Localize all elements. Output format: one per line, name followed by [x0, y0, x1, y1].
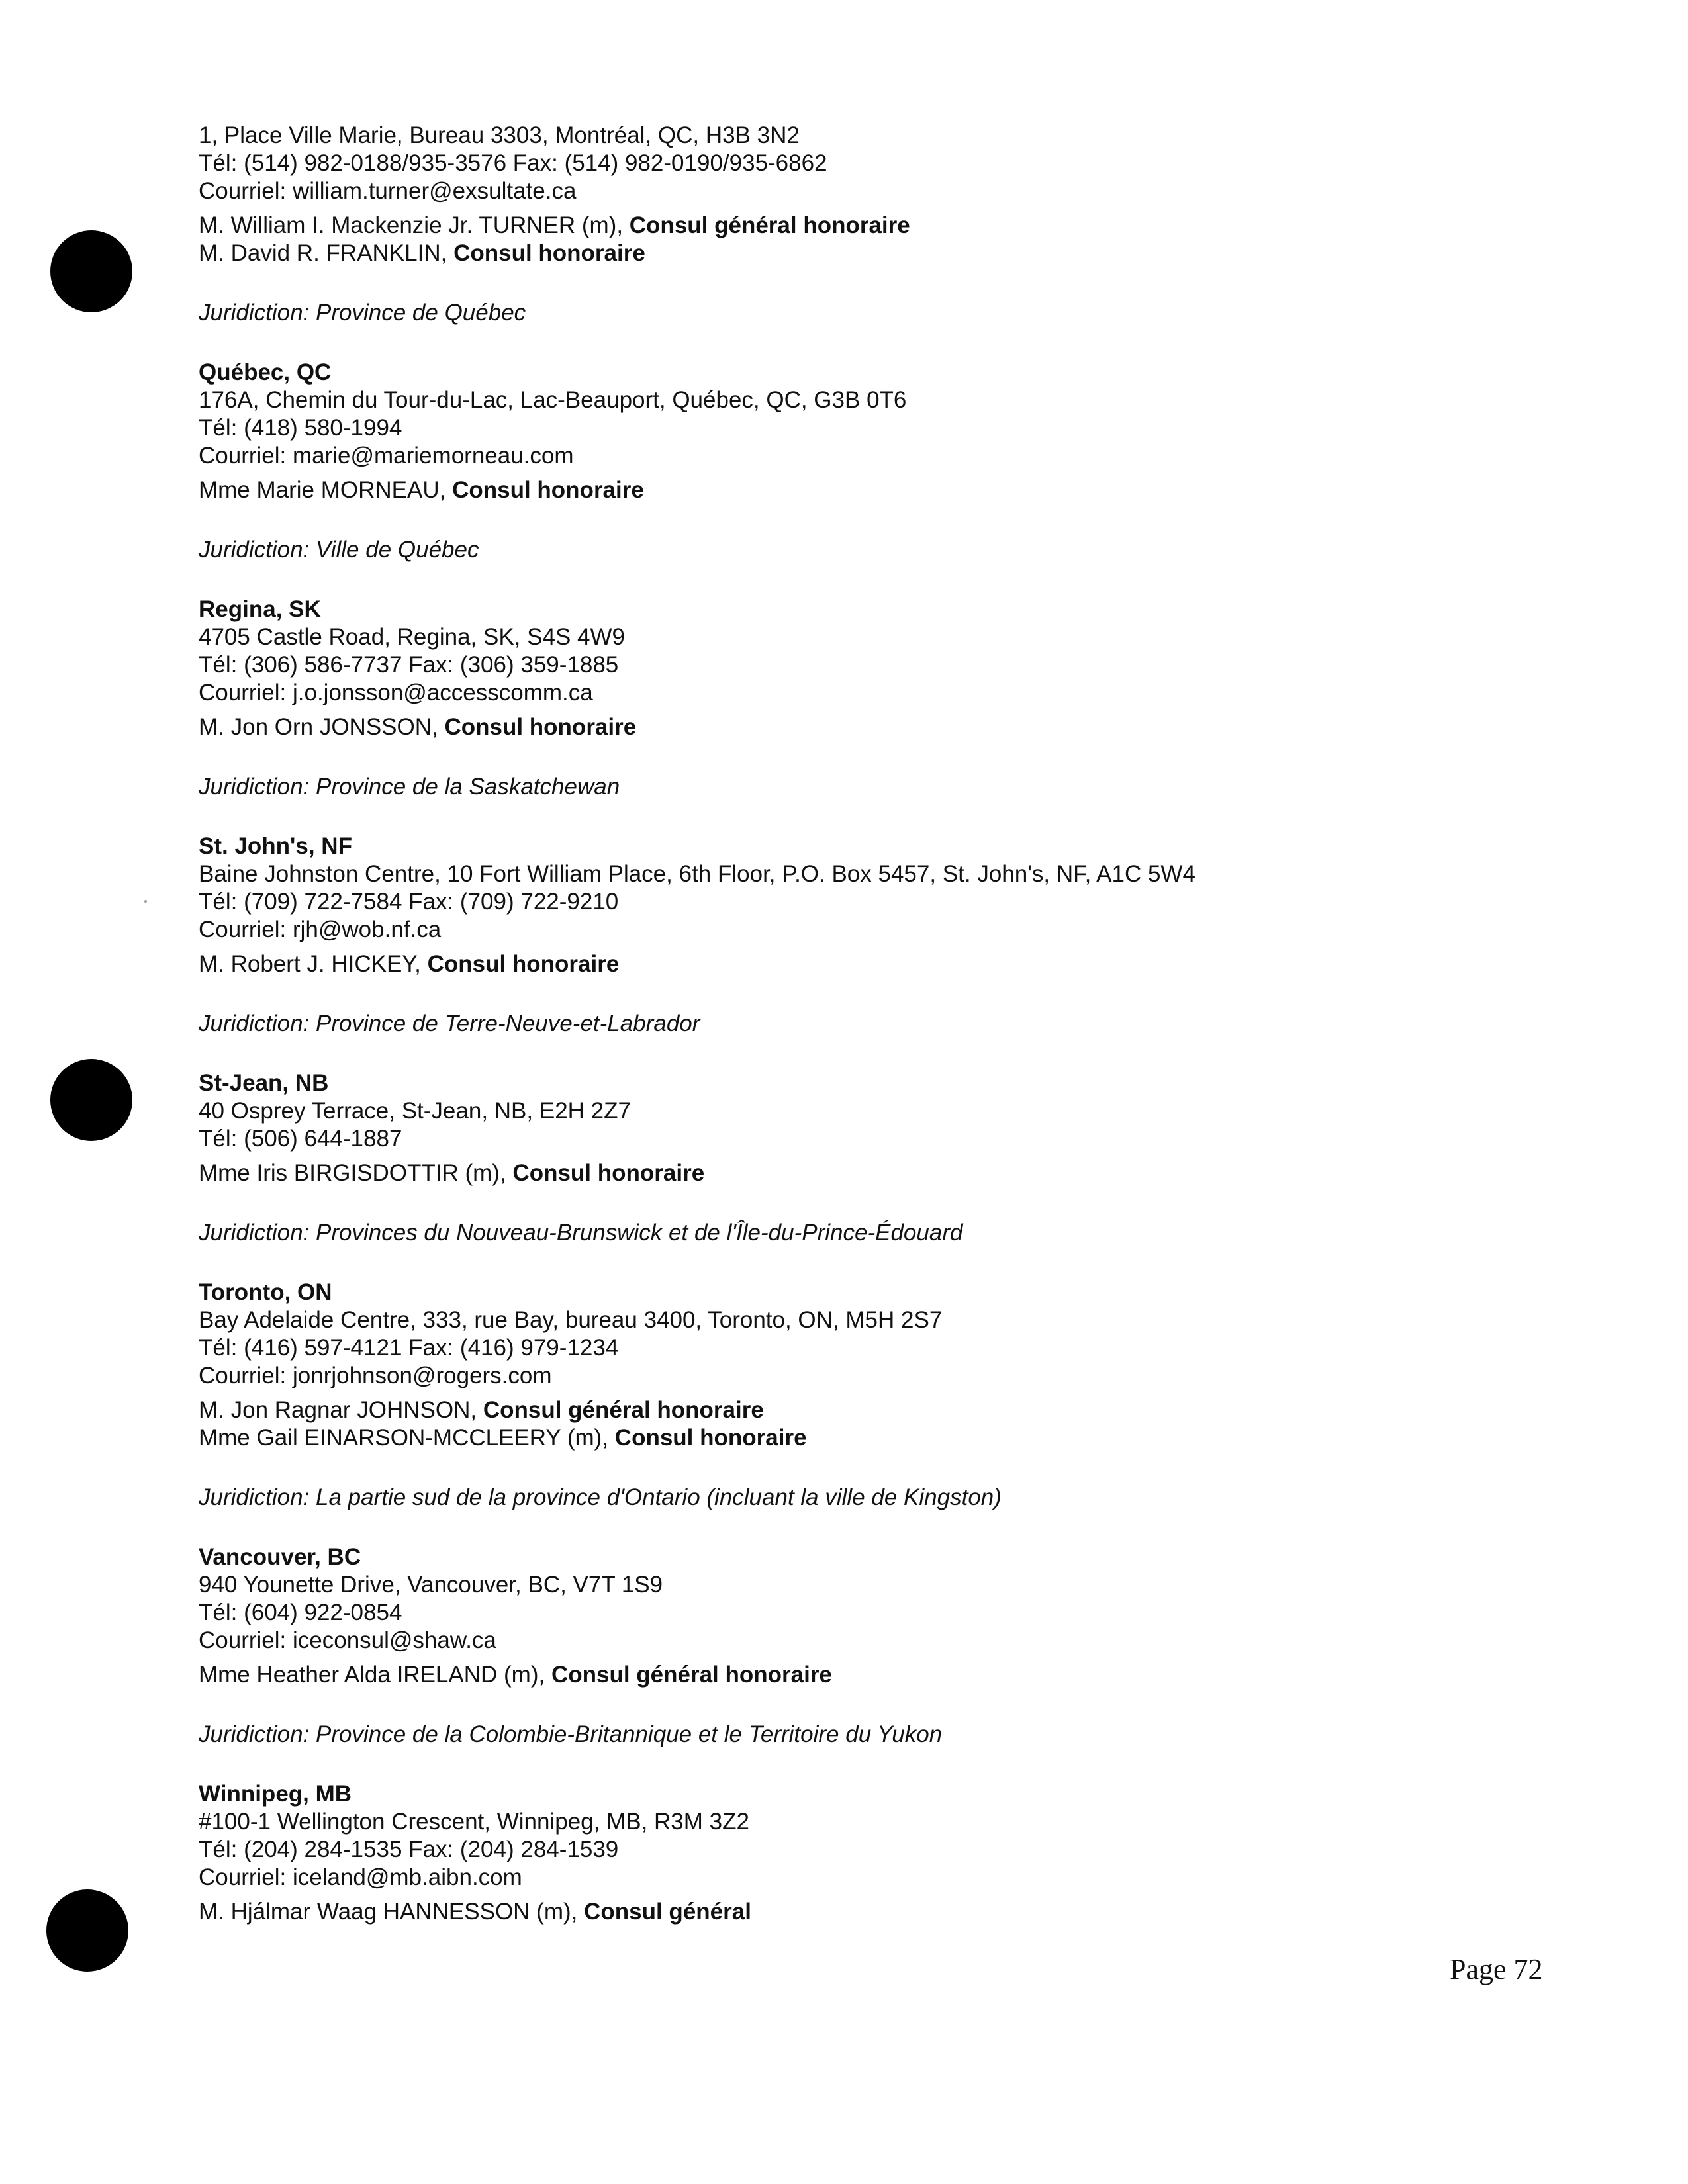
entry-person [199, 1661, 1523, 1689]
entry-phone: Tél: (416) 597-4121 Fax: (416) 979-1234 [199, 1335, 619, 1361]
entry-montreal [199, 122, 1523, 327]
person-name: Mme Heather Alda IRELAND (m), [199, 1662, 551, 1688]
entry-phone: Tél: (514) 982-0188/935-3576 Fax: (514) 982-0190/935-6862 [199, 150, 827, 176]
entry-phone: Tél: (709) 722-7584 Fax: (709) 722-9210 [199, 889, 619, 915]
entry-jurisdiction: Juridiction: Province de Québec [199, 300, 526, 326]
entry-person [199, 1424, 1523, 1452]
page-number: Page 72 [1450, 1953, 1543, 1985]
entry-city: Winnipeg, MB [199, 1781, 352, 1807]
entry-email: Courriel: iceland@mb.aibn.com [199, 1864, 522, 1890]
entry-address: 40 Osprey Terrace, St-Jean, NB, E2H 2Z7 [199, 1098, 631, 1124]
person-name: M. Hjálmar Waag HANNESSON (m), [199, 1899, 585, 1925]
entry-address: #100-1 Wellington Crescent, Winnipeg, MB, R3M 3Z2 [199, 1809, 749, 1835]
entry-toronto [199, 1279, 1523, 1512]
punch-hole [50, 1059, 132, 1141]
entry-jurisdiction: Juridiction: La partie sud de la province d'Ontario (incluant la ville de Kingston) [199, 1484, 1002, 1510]
entry-address: 4705 Castle Road, Regina, SK, S4S 4W9 [199, 624, 625, 650]
person-name: M. David R. FRANKLIN, [199, 240, 454, 266]
punch-hole [46, 1889, 128, 1972]
person-title: Consul honoraire [453, 240, 645, 266]
entry-address: 940 Younette Drive, Vancouver, BC, V7T 1S9 [199, 1572, 663, 1598]
person-name: Mme Iris BIRGISDOTTIR (m), [199, 1160, 513, 1186]
entry-phone: Tél: (204) 284-1535 Fax: (204) 284-1539 [199, 1837, 619, 1862]
entry-address: Bay Adelaide Centre, 333, rue Bay, bureau 3400, Toronto, ON, M5H 2S7 [199, 1307, 943, 1333]
scan-speck [144, 900, 147, 903]
entry-phone: Tél: (604) 922-0854 [199, 1600, 402, 1625]
entry-jurisdiction: Juridiction: Province de la Colombie-Britannique et le Territoire du Yukon [199, 1721, 943, 1747]
entry-st-johns [199, 833, 1523, 1038]
entry-person [199, 1898, 1523, 1926]
entry-email: Courriel: iceconsul@shaw.ca [199, 1627, 496, 1653]
punch-hole [50, 230, 132, 312]
entry-address: 1, Place Ville Marie, Bureau 3303, Montréal, QC, H3B 3N2 [199, 122, 800, 148]
person-name: Mme Gail EINARSON-MCCLEERY (m), [199, 1425, 615, 1451]
entry-person [199, 950, 1523, 978]
entry-person [199, 212, 1523, 240]
entry-jurisdiction: Juridiction: Provinces du Nouveau-Brunswick et de l'Île-du-Prince-Édouard [199, 1220, 963, 1246]
entry-address: Baine Johnston Centre, 10 Fort William Place, 6th Floor, P.O. Box 5457, St. John's, NF, A1C 5W4 [199, 861, 1196, 887]
entry-phone: Tél: (506) 644-1887 [199, 1126, 402, 1152]
entry-city: Québec, QC [199, 359, 332, 385]
entry-person [199, 1160, 1523, 1187]
person-title: Consul honoraire [614, 1425, 807, 1451]
entry-city: Toronto, ON [199, 1279, 332, 1305]
entry-jurisdiction: Juridiction: Province de la Saskatchewan [199, 774, 620, 799]
person-title: Consul général honoraire [629, 212, 910, 238]
entry-phone: Tél: (418) 580-1994 [199, 415, 402, 441]
entry-winnipeg [199, 1780, 1523, 1926]
consulate-listing [199, 122, 1523, 1926]
entry-jurisdiction: Juridiction: Ville de Québec [199, 537, 479, 563]
person-name: M. Robert J. HICKEY, [199, 951, 428, 977]
person-name: M. William I. Mackenzie Jr. TURNER (m), [199, 212, 630, 238]
person-title: Consul honoraire [512, 1160, 705, 1186]
entry-city: St-Jean, NB [199, 1070, 329, 1096]
person-name: M. Jon Orn JONSSON, [199, 714, 445, 740]
entry-person [199, 477, 1523, 504]
person-title: Consul général honoraire [551, 1662, 832, 1688]
entry-vancouver [199, 1543, 1523, 1749]
entry-email: Courriel: j.o.jonsson@accesscomm.ca [199, 680, 593, 705]
person-title: Consul général honoraire [483, 1397, 764, 1423]
entry-person [199, 713, 1523, 741]
person-title: Consul honoraire [452, 477, 644, 503]
entry-city: St. John's, NF [199, 833, 352, 859]
entry-email: Courriel: jonrjohnson@rogers.com [199, 1363, 552, 1388]
entry-email: Courriel: marie@mariemorneau.com [199, 443, 574, 469]
entry-st-jean [199, 1069, 1523, 1247]
entry-person [199, 1396, 1523, 1424]
person-title: Consul général [584, 1899, 751, 1925]
entry-email: Courriel: william.turner@exsultate.ca [199, 178, 577, 204]
entry-quebec [199, 359, 1523, 564]
person-title: Consul honoraire [444, 714, 637, 740]
person-name: M. Jon Ragnar JOHNSON, [199, 1397, 483, 1423]
entry-address: 176A, Chemin du Tour-du-Lac, Lac-Beauport, Québec, QC, G3B 0T6 [199, 387, 907, 413]
entry-phone: Tél: (306) 586-7737 Fax: (306) 359-1885 [199, 652, 619, 678]
entry-email: Courriel: rjh@wob.nf.ca [199, 917, 442, 942]
entry-city: Regina, SK [199, 596, 321, 622]
entry-city: Vancouver, BC [199, 1544, 361, 1570]
entry-regina [199, 596, 1523, 801]
person-name: Mme Marie MORNEAU, [199, 477, 453, 503]
person-title: Consul honoraire [427, 951, 620, 977]
entry-jurisdiction: Juridiction: Province de Terre-Neuve-et-Labrador [199, 1011, 700, 1036]
entry-person [199, 240, 1523, 267]
